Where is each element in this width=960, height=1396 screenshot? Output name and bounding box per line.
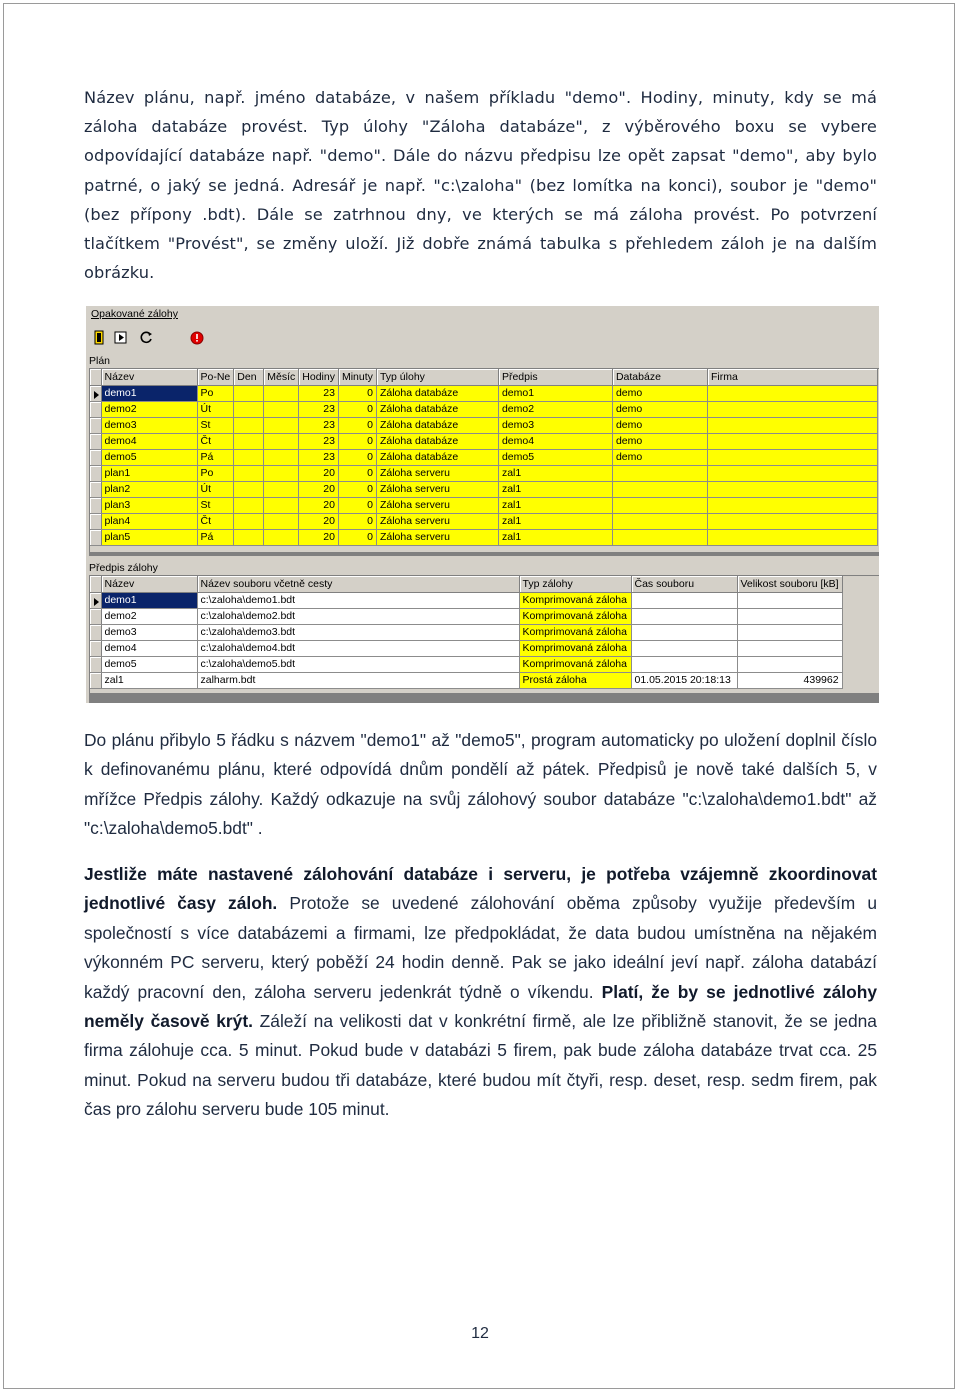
column-header[interactable]: Databáze <box>612 369 707 385</box>
table-cell[interactable]: demo5 <box>498 449 612 465</box>
table-cell[interactable] <box>707 417 877 433</box>
table-row[interactable] <box>90 497 877 513</box>
table-cell[interactable]: St <box>197 497 234 513</box>
column-header[interactable]: Minuty <box>338 369 376 385</box>
table-cell[interactable]: Záloha databáze <box>376 401 498 417</box>
table-cell[interactable] <box>707 465 877 481</box>
table-cell[interactable] <box>707 481 877 497</box>
header-indicator <box>90 576 101 592</box>
table-cell[interactable]: Komprimovaná záloha <box>519 640 631 656</box>
table-cell[interactable] <box>631 640 737 656</box>
table-cell[interactable]: 0 <box>338 417 376 433</box>
table-row[interactable] <box>90 417 877 433</box>
table-cell[interactable] <box>264 497 299 513</box>
table-row[interactable] <box>90 592 842 608</box>
header-indicator <box>90 369 101 385</box>
table-cell[interactable]: Komprimovaná záloha <box>519 656 631 672</box>
table-cell[interactable]: 0 <box>338 465 376 481</box>
table-cell[interactable]: Záloha databáze <box>376 433 498 449</box>
table-cell[interactable]: demo1 <box>498 385 612 401</box>
table-cell[interactable] <box>737 592 842 608</box>
row-indicator[interactable] <box>90 449 101 465</box>
table-row[interactable] <box>90 608 842 624</box>
table-cell[interactable]: 23 <box>299 433 339 449</box>
table-cell[interactable] <box>234 401 264 417</box>
table-cell[interactable]: demo4 <box>101 640 197 656</box>
table-cell[interactable] <box>234 497 264 513</box>
table-cell[interactable] <box>612 513 707 529</box>
table-cell[interactable]: zal1 <box>101 672 197 688</box>
table-cell[interactable]: demo3 <box>498 417 612 433</box>
run-icon[interactable] <box>112 329 130 347</box>
table-cell[interactable]: Záloha databáze <box>376 417 498 433</box>
table-cell[interactable]: 0 <box>338 385 376 401</box>
table-cell[interactable] <box>234 385 264 401</box>
table-row[interactable] <box>90 401 877 417</box>
paragraph-3 <box>84 860 877 1125</box>
column-header[interactable]: Název souboru včetně cesty <box>197 576 519 592</box>
table-cell[interactable] <box>612 497 707 513</box>
table-cell[interactable]: Prostá záloha <box>519 672 631 688</box>
predpis-label: Předpis zálohy <box>89 562 158 574</box>
table-cell[interactable]: 0 <box>338 481 376 497</box>
table-cell[interactable]: demo1 <box>101 385 197 401</box>
table-cell[interactable]: plan3 <box>101 497 197 513</box>
paragraph-3-text-1: Protože se uvedené zálohování oběma způsoby využije především u společností s více databázemi a firmami, lze předpokládat, že data budou umístněna na nějakém výkonném PC serveru, který poběží 24 hodin denně. Pak se jako ideální jeví např. záloha databází každý pracovní den, záloha serveru jedenkrát týdně o víkendu. <box>84 893 877 1002</box>
table-cell[interactable]: Komprimovaná záloha <box>519 608 631 624</box>
bold-statement-2: Platí, že by se jednotlivé zálohy neměly časově krýt. <box>84 981 877 1032</box>
plan-grid-empty-area <box>89 552 879 556</box>
page-number: 12 <box>471 1325 489 1342</box>
table-cell[interactable] <box>264 433 299 449</box>
row-indicator[interactable] <box>90 497 101 513</box>
table-cell[interactable]: c:\zaloha\demo3.bdt <box>197 624 519 640</box>
table-cell[interactable] <box>631 592 737 608</box>
table-row[interactable] <box>90 481 877 497</box>
table-cell[interactable]: zal1 <box>498 481 612 497</box>
table-cell[interactable]: Záloha serveru <box>376 513 498 529</box>
table-cell[interactable] <box>707 513 877 529</box>
table-cell[interactable]: zal1 <box>498 513 612 529</box>
plan-label: Plán <box>89 355 111 367</box>
row-indicator[interactable] <box>90 640 101 656</box>
column-header[interactable]: Typ úlohy <box>376 369 498 385</box>
table-cell[interactable] <box>707 529 877 545</box>
table-cell[interactable] <box>631 608 737 624</box>
table-cell[interactable] <box>234 481 264 497</box>
table-row[interactable] <box>90 672 842 688</box>
table-cell[interactable]: 20 <box>299 497 339 513</box>
table-cell[interactable]: 0 <box>338 449 376 465</box>
predpis-grid-empty-area <box>89 693 879 703</box>
table-cell[interactable] <box>631 656 737 672</box>
table-cell[interactable]: 23 <box>299 449 339 465</box>
table-cell[interactable]: c:\zaloha\demo5.bdt <box>197 656 519 672</box>
table-cell[interactable] <box>264 481 299 497</box>
table-cell[interactable]: demo1 <box>101 592 197 608</box>
table-cell[interactable] <box>264 449 299 465</box>
table-cell[interactable]: 0 <box>338 401 376 417</box>
table-cell[interactable]: demo5 <box>101 449 197 465</box>
table-cell[interactable] <box>234 513 264 529</box>
table-cell[interactable]: Komprimovaná záloha <box>519 624 631 640</box>
table-cell[interactable] <box>737 624 842 640</box>
row-indicator[interactable] <box>90 481 101 497</box>
table-cell[interactable]: Záloha databáze <box>376 385 498 401</box>
table-cell[interactable]: plan5 <box>101 529 197 545</box>
table-cell[interactable]: demo4 <box>498 433 612 449</box>
table-cell[interactable]: demo <box>612 385 707 401</box>
table-cell[interactable] <box>264 417 299 433</box>
table-row[interactable] <box>90 449 877 465</box>
stop-icon[interactable] <box>188 329 206 347</box>
table-cell[interactable] <box>234 529 264 545</box>
table-row[interactable] <box>90 640 842 656</box>
table-cell[interactable]: Komprimovaná záloha <box>519 592 631 608</box>
window-title: Opakované zálohy <box>91 308 178 320</box>
table-cell[interactable]: Po <box>197 385 234 401</box>
table-cell[interactable] <box>612 481 707 497</box>
table-cell[interactable]: c:\zaloha\demo4.bdt <box>197 640 519 656</box>
table-cell[interactable]: demo3 <box>101 417 197 433</box>
table-cell[interactable] <box>707 449 877 465</box>
column-header[interactable]: Předpis <box>498 369 612 385</box>
table-cell[interactable] <box>612 465 707 481</box>
table-cell[interactable]: St <box>197 417 234 433</box>
table-cell[interactable]: demo5 <box>101 656 197 672</box>
table-row[interactable] <box>90 656 842 672</box>
table-cell[interactable]: 23 <box>299 385 339 401</box>
column-header[interactable]: Název <box>101 576 197 592</box>
table-cell[interactable]: 0 <box>338 433 376 449</box>
table-row[interactable] <box>90 385 877 401</box>
table-cell[interactable] <box>264 513 299 529</box>
table-cell[interactable]: demo <box>612 433 707 449</box>
refresh-icon[interactable] <box>138 329 156 347</box>
table-cell[interactable]: demo2 <box>101 608 197 624</box>
row-indicator[interactable] <box>90 385 101 401</box>
table-cell[interactable]: demo2 <box>498 401 612 417</box>
table-cell[interactable] <box>737 608 842 624</box>
column-header[interactable]: Firma <box>707 369 877 385</box>
table-cell[interactable]: zal1 <box>498 497 612 513</box>
table-cell[interactable]: zal1 <box>498 465 612 481</box>
table-cell[interactable]: Záloha serveru <box>376 497 498 513</box>
column-header[interactable]: Den <box>234 369 264 385</box>
table-cell[interactable]: 439962 <box>737 672 842 688</box>
table-cell[interactable] <box>737 656 842 672</box>
table-cell[interactable]: 01.05.2015 20:18:13 <box>631 672 737 688</box>
backup-window-screenshot <box>86 306 879 703</box>
paragraph-3-text-2: Záleží na velikosti dat v konkrétní firmě, ale lze přibližně stanovit, že se jedna firma zálohuje cca. 5 minut. Pokud bude v databázi 5 firem, pak bude záloha databáze trvat cca. 25 minut. Pokud na serveru budou tři databáze, které budou mít čtyři, resp. deset, resp. sedm firem, pak čas pro zálohu serveru bude 105 minut. <box>84 1011 877 1120</box>
table-cell[interactable]: 23 <box>299 417 339 433</box>
table-row[interactable] <box>90 513 877 529</box>
table-row[interactable] <box>90 433 877 449</box>
table-cell[interactable]: demo4 <box>101 433 197 449</box>
table-cell[interactable]: demo <box>612 449 707 465</box>
table-cell[interactable]: zal1 <box>498 529 612 545</box>
column-header[interactable]: Po-Ne <box>197 369 234 385</box>
row-indicator[interactable] <box>90 672 101 688</box>
table-cell[interactable]: Po <box>197 465 234 481</box>
table-cell[interactable] <box>264 465 299 481</box>
row-indicator[interactable] <box>90 529 101 545</box>
row-indicator[interactable] <box>90 513 101 529</box>
table-cell[interactable]: plan4 <box>101 513 197 529</box>
table-cell[interactable] <box>234 449 264 465</box>
table-cell[interactable]: Pá <box>197 449 234 465</box>
table-cell[interactable] <box>737 640 842 656</box>
table-row[interactable] <box>90 465 877 481</box>
row-indicator[interactable] <box>90 465 101 481</box>
table-cell[interactable]: Út <box>197 401 234 417</box>
column-header[interactable]: Čas souboru <box>631 576 737 592</box>
table-cell[interactable]: Záloha databáze <box>376 449 498 465</box>
table-cell[interactable] <box>264 385 299 401</box>
exit-door-icon[interactable] <box>90 329 108 347</box>
table-cell[interactable] <box>612 529 707 545</box>
table-cell[interactable] <box>264 529 299 545</box>
paragraph-2: Do plánu přibylo 5 řádku s názvem "demo1" až "demo5", program automaticky po uložení doplnil číslo k definovanému plánu, které odpovídá dnům pondělí až pátek. Předpisů je nově také dalších 5, v mřížce Předpis zálohy. Každý odkazuje na svůj zálohový soubor databáze "c:\zaloha\demo1.bdt" až "c:\zaloha\demo5.bdt" . <box>84 730 877 839</box>
current-row-arrow-icon <box>94 598 99 606</box>
table-cell[interactable]: plan1 <box>101 465 197 481</box>
table-cell[interactable] <box>631 624 737 640</box>
column-header[interactable]: Hodiny <box>299 369 339 385</box>
table-cell[interactable]: demo3 <box>101 624 197 640</box>
table-cell[interactable]: zalharm.bdt <box>197 672 519 688</box>
row-indicator[interactable] <box>90 417 101 433</box>
table-cell[interactable]: c:\zaloha\demo1.bdt <box>197 592 519 608</box>
table-cell[interactable]: Čt <box>197 433 234 449</box>
table-cell[interactable]: 20 <box>299 465 339 481</box>
bold-statement-1: Jestliže máte nastavené zálohování databáze i serveru, je potřeba vzájemně zkoordinovat jednotlivé časy záloh. <box>84 864 877 914</box>
current-row-arrow-icon <box>94 391 99 399</box>
table-cell[interactable] <box>264 401 299 417</box>
table-cell[interactable]: 20 <box>299 481 339 497</box>
table-cell[interactable]: Záloha serveru <box>376 529 498 545</box>
row-indicator[interactable] <box>90 624 101 640</box>
table-cell[interactable] <box>234 433 264 449</box>
table-cell[interactable]: 0 <box>338 529 376 545</box>
column-header[interactable]: Název <box>101 369 197 385</box>
table-cell[interactable]: 20 <box>299 513 339 529</box>
plan-grid <box>89 368 879 553</box>
table-cell[interactable]: Záloha serveru <box>376 465 498 481</box>
table-cell[interactable] <box>707 497 877 513</box>
table-cell[interactable]: demo2 <box>101 401 197 417</box>
table-cell[interactable]: 0 <box>338 497 376 513</box>
column-header[interactable]: Typ zálohy <box>519 576 631 592</box>
intro-paragraph: Název plánu, např. jméno databáze, v našem příkladu "demo". Hodiny, minuty, kdy se má záloha databáze provést. Typ úlohy "Záloha databáze", z výběrového boxu se vybere odpovídající databáze např. "demo". Dále do názvu předpisu lze opět zapsat "demo", aby bylo patrné, o jaký se jedná. Adresář je např. "c:\zaloha" (bez lomítka na konci), soubor je "demo" (bez přípony .bdt). Dále se zatrhnou dny, ve kterých se má záloha provést. Po potvrzení tlačítkem "Provést", se změny uloží. Již dobře známá tabulka s přehledem záloh je na dalším obrázku. <box>84 88 877 283</box>
table-cell[interactable]: demo <box>612 417 707 433</box>
table-cell[interactable] <box>707 433 877 449</box>
table-cell[interactable] <box>234 465 264 481</box>
column-header[interactable]: Velikost souboru [kB] <box>737 576 842 592</box>
table-row[interactable] <box>90 624 842 640</box>
table-cell[interactable]: demo <box>612 401 707 417</box>
table-cell[interactable]: plan2 <box>101 481 197 497</box>
row-indicator[interactable] <box>90 401 101 417</box>
table-row[interactable] <box>90 529 877 545</box>
table-cell[interactable]: 20 <box>299 529 339 545</box>
table-cell[interactable]: Záloha serveru <box>376 481 498 497</box>
row-indicator[interactable] <box>90 433 101 449</box>
row-indicator[interactable] <box>90 656 101 672</box>
table-cell[interactable]: Út <box>197 481 234 497</box>
table-cell[interactable] <box>234 417 264 433</box>
table-cell[interactable]: 0 <box>338 513 376 529</box>
table-cell[interactable] <box>707 385 877 401</box>
column-header[interactable]: Měsíc <box>264 369 299 385</box>
table-cell[interactable]: Pá <box>197 529 234 545</box>
table-cell[interactable] <box>707 401 877 417</box>
table-cell[interactable]: Čt <box>197 513 234 529</box>
table-cell[interactable]: 23 <box>299 401 339 417</box>
row-indicator[interactable] <box>90 592 101 608</box>
row-indicator[interactable] <box>90 608 101 624</box>
table-cell[interactable]: c:\zaloha\demo2.bdt <box>197 608 519 624</box>
predpis-grid <box>89 575 879 694</box>
